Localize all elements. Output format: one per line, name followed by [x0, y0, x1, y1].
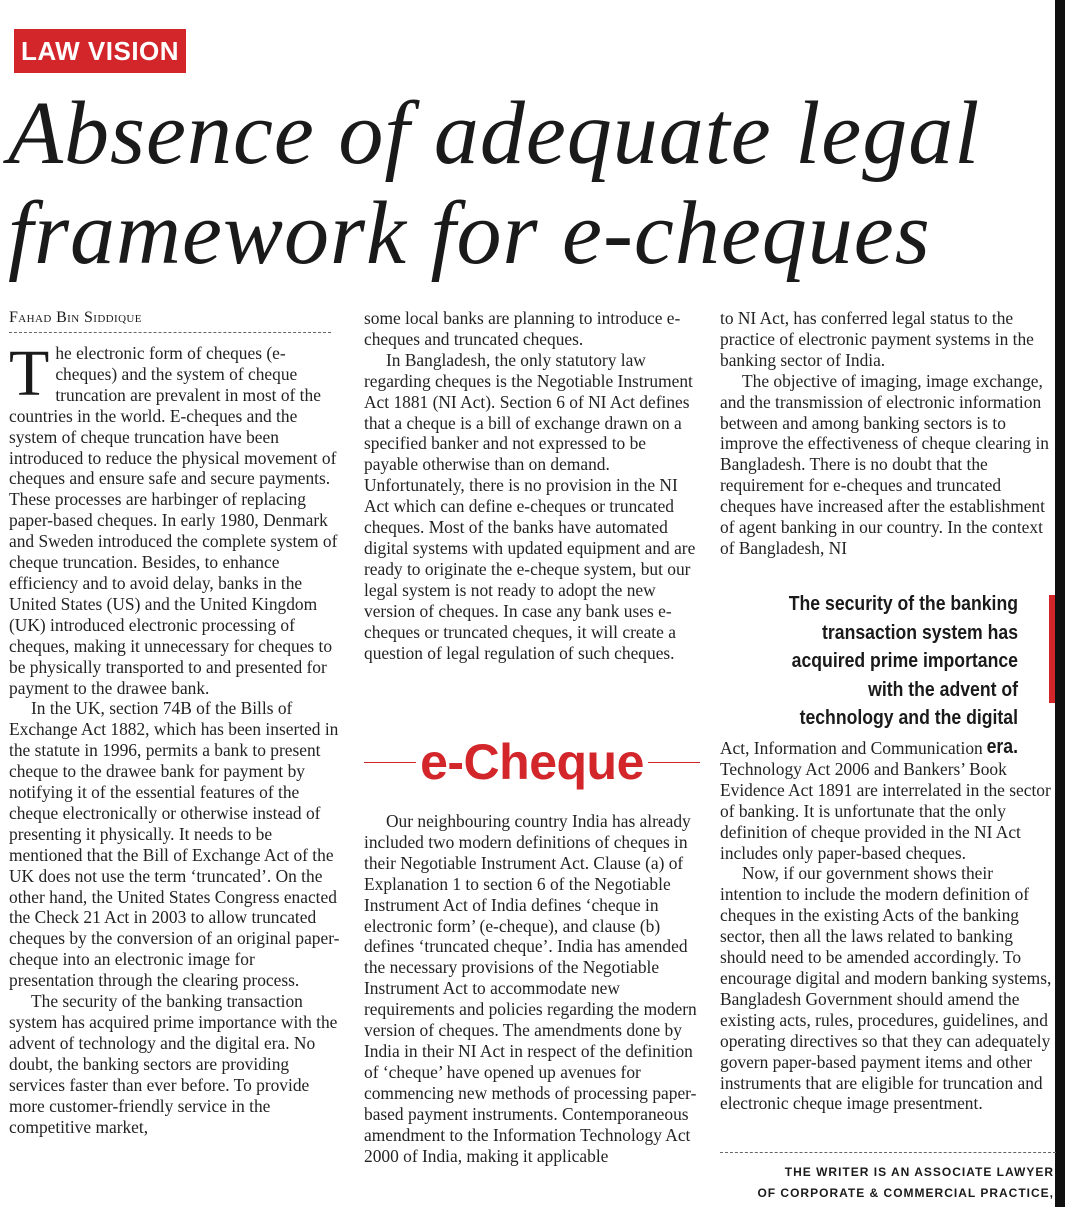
- page-edge-bar: [1055, 0, 1065, 1207]
- writer-credit-line-1: THE WRITER IS AN ASSOCIATE LAWYER: [784, 1165, 1054, 1179]
- article-column-1: [9, 337, 344, 1137]
- section-heading-title: e-Cheque: [420, 734, 644, 790]
- paragraph-security: The security of the banking transaction system has acquired prime importance with the advent of technology and the digital era. No doubt, the banking sectors are providing services faster than ever before. To provide more customer-friendly service in the competitive market,: [9, 991, 338, 1137]
- pull-quote: The security of the banking transaction system has acquired prime importance with the advent of technology and the digital era.: [788, 592, 1018, 758]
- paragraph-uk: In the UK, section 74B of the Bills of Exchange Act 1882, which has been inserted in the statute in 1996, permits a bank to present cheque to the drawee bank for payment by notifying it of the essential features of the cheque electronically or otherwise instead of presenting it physically. It needs to be mentioned that the Bill of Exchange Act of the UK does not use the term ‘truncated’. On the other hand, the United States Congress enacted the Check 21 Act in 2003 to allow truncated cheques by the conversion of an original paper-cheque into an electronic image for presentation through the clearing process.: [9, 698, 340, 991]
- byline: Fahad Bin Siddique: [9, 309, 142, 326]
- paragraph-bangladesh-law: In Bangladesh, the only statutory law regarding cheques is the Negotiable Instrument Act 1881 (NI Act). Section 6 of NI Act defines that a cheque is a bill of exchange drawn on a specified banker and not expressed to be payable otherwise than on demand. Unfortunately, there is no provision in the NI Act which can define e-cheques or truncated cheques. Most of the banks have automated digital systems with updated equipment and are ready to originate the e-cheque system, but our legal system is not ready to adopt the new version of cheques. In case any bank uses e-cheques or truncated cheques, it will create a question of legal regulation of such cheques.: [364, 349, 696, 663]
- headline-line-2: framework for e-cheques: [8, 184, 931, 283]
- paragraph-related-acts: Act, Information and Communication Technology Act 2006 and Bankers’ Book Evidence Act 1891 are interrelated in the sector of banking. It is unfortunate that the only definition of cheque provided in the NI Act includes only paper-based cheques.: [720, 738, 1051, 863]
- paragraph-intro-text: he electronic form of cheques (e-cheques) and the system of cheque truncation are prevalent in most of the countries in the world. E-cheques and the system of cheque truncation have been introduced to reduce the physical movement of cheques and ensure safe and secure payments. These processes are harbinger of replacing paper-based cheques. In early 1980, Denmark and Sweden introduced the complete system of cheque truncation. Besides, to enhance efficiency and to avoid delay, banks in the United States (US) and the United Kingdom (UK) introduced electronic processing of cheques, making it unnecessary for cheques to be physically transported to and presented for payment to the drawee bank.: [9, 343, 338, 698]
- section-heading-rule-left: [364, 762, 416, 763]
- paragraph-government: Now, if our government shows their intention to include the modern definition of cheques in the existing Acts of the banking sector, then all the laws related to banking should need to be amended accordingly. To encourage digital and modern banking systems, Bangladesh Government should amend the existing acts, rules, procedures, guidelines, and operating directives so that they can adequately govern paper-based payment items and other instruments that are eligible for truncation and electronic cheque image presentment.: [720, 863, 1052, 1114]
- byline-divider: [9, 332, 331, 333]
- section-heading-echeque: [364, 730, 700, 794]
- pull-quote-accent-bar: [1049, 595, 1055, 703]
- section-kicker: LAW VISION: [14, 29, 186, 73]
- paragraph-intro: [9, 337, 344, 698]
- writer-credit-line-2: OF CORPORATE & COMMERCIAL PRACTICE,: [757, 1186, 1054, 1200]
- headline-line-1: Absence of adequate legal: [8, 84, 981, 183]
- headline: [8, 84, 1048, 284]
- paragraph-imaging: The objective of imaging, image exchange, and the transmission of electronic information between and among banking sectors is to improve the effectiveness of cheque clearing in Bangladesh. There is no doubt that the requirement for e-cheques and truncated cheques have increased after the establishment of agent banking in our country. In the context of Bangladesh, NI: [720, 370, 1049, 558]
- article-column-3-bottom: [720, 738, 1056, 1114]
- paragraph-india: Our neighbouring country India has already included two modern definitions of cheques in their Negotiable Instrument Act. Clause (a) of Explanation 1 to section 6 of the Negotiable Instrument Act of India defines ‘cheque in electronic form’ (e-cheque), and clause (b) defines ‘truncated cheque’. India has amended the necessary provisions of the Negotiable Instrument Act to accommodate new requirements and policies regarding the modern version of cheques. The amendments done by India in their NI Act in respect of the definition of ‘cheque’ have opened up avenues for commencing new methods of processing paper-based payment instruments. Contemporaneous amendment to the Information Technology Act 2000 of India, making it applicable: [364, 811, 697, 1166]
- article-column-2-top: [364, 308, 701, 663]
- section-heading-rule-right: [648, 762, 700, 763]
- article-column-3-top: [720, 308, 1056, 559]
- drop-cap: T: [9, 337, 50, 410]
- writer-credit: [700, 1162, 1054, 1204]
- paragraph-local-banks: some local banks are planning to introduce e-cheques and truncated cheques.: [364, 308, 681, 349]
- article-column-2-bottom: [364, 811, 701, 1166]
- writer-divider: [720, 1152, 1056, 1153]
- paragraph-ni-act: to NI Act, has conferred legal status to the practice of electronic payment systems in the banking sector of India.: [720, 308, 1034, 370]
